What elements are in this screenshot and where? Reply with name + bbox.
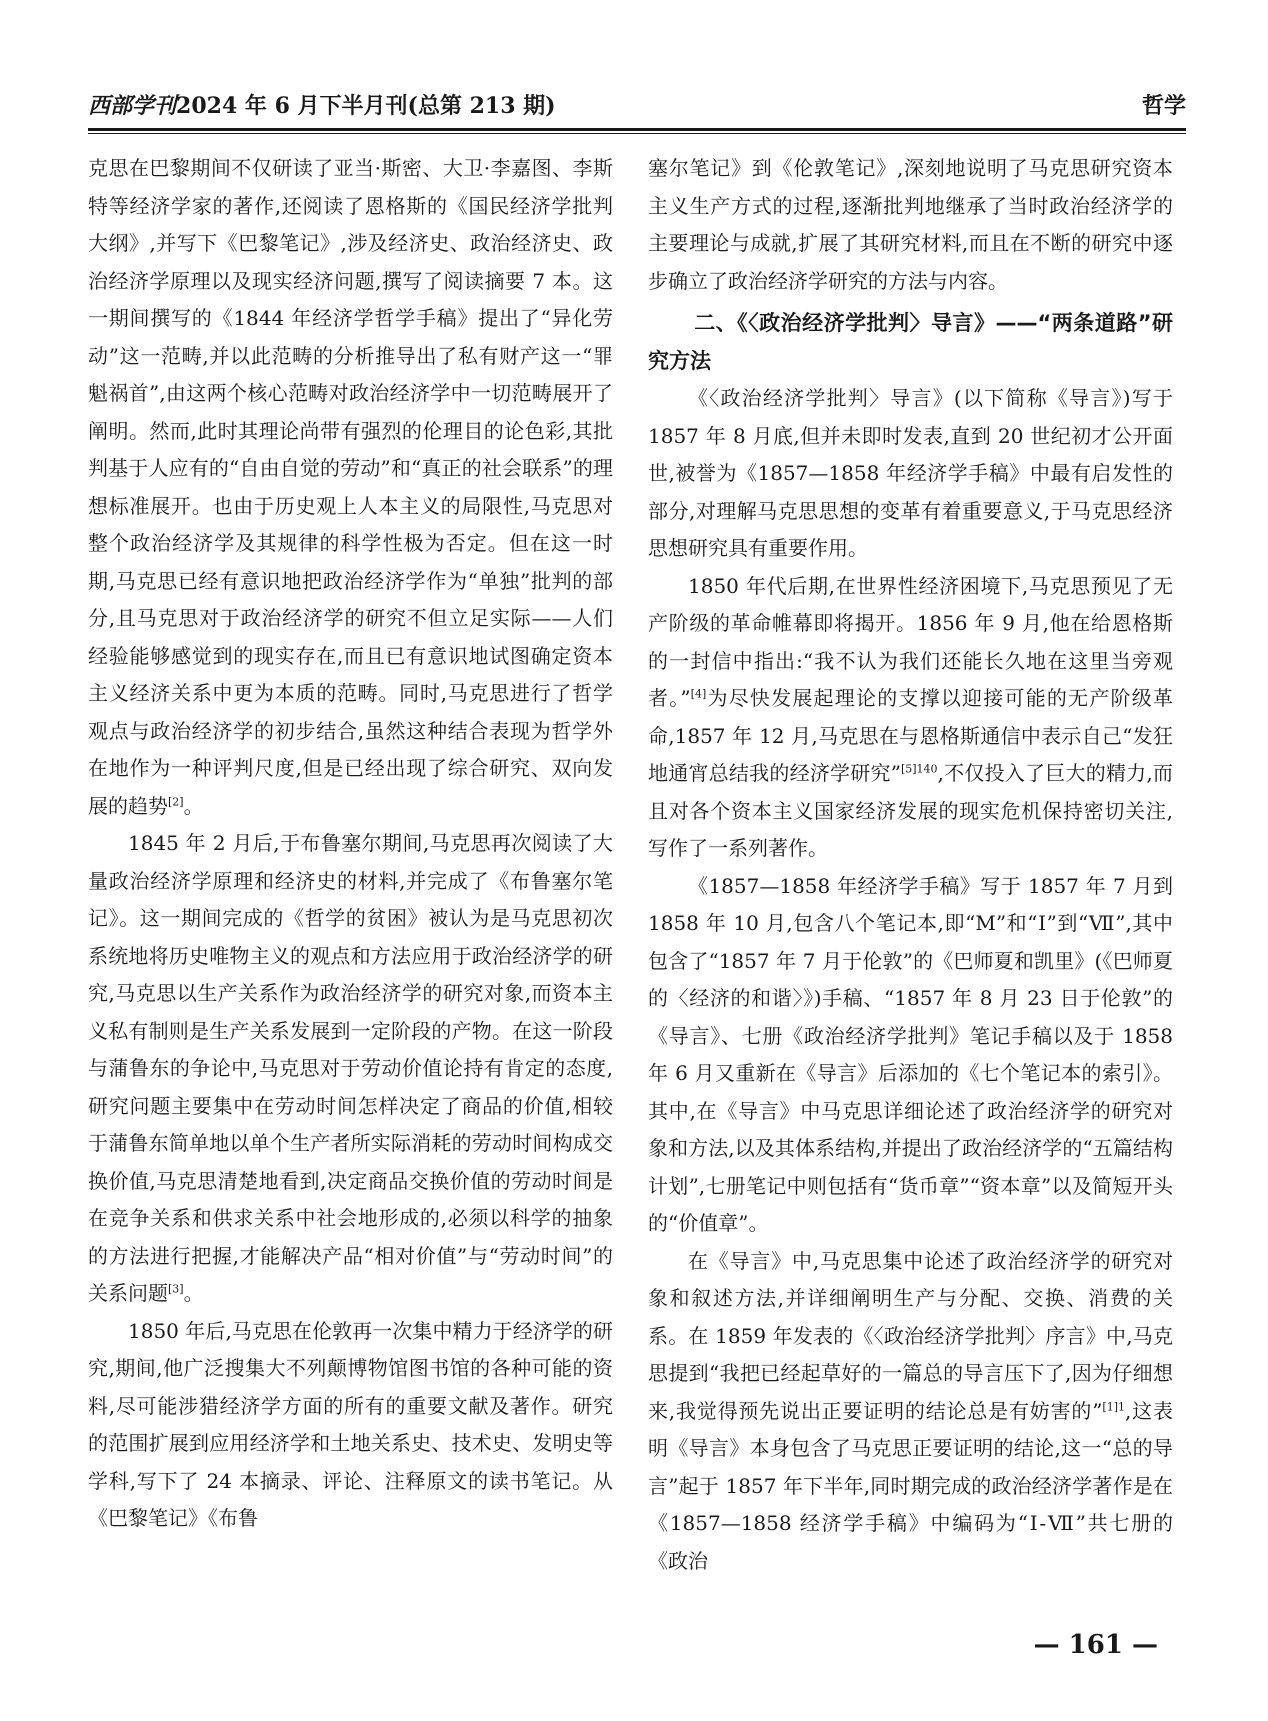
right-column	[648, 150, 1173, 1580]
left-column	[88, 150, 613, 1538]
paragraph	[648, 1243, 1173, 1581]
paragraph-text: 1845 年 2 月后,于布鲁塞尔期间,马克思再次阅读了大量政治经济学原理和经济史的材料,并完成了《布鲁塞尔笔记》。这一期间完成的《哲学的贫困》被认为是马克思初次系统地将历史唯物主义的观点和方法应用于政治经济学的研究,马克思以生产关系作为政治经济学的研究对象,而资本主义私有制则是生产关系发展到一定阶段的产物。在这一阶段与蒲鲁东的争论中,马克思对于劳动价值论持有肯定的态度,研究问题主要集中在劳动时间怎样决定了商品的价值,相较于蒲鲁东简单地以单个生产者所实际消耗的劳动时间构成交换价值,马克思清楚地看到,决定商品交换价值的劳动时间是在竞争关系和供求关系中社会地形成的,必须以科学的抽象的方法进行把握,才能解决产品“相对价值”与“劳动时间”的关系问题	[88, 831, 613, 1305]
paragraph: 《〈政治经济学批判〉导言》(以下简称《导言》)写于 1857 年 8 月底,但并未即时发表,直到 20 世纪初才公开面世,被誉为《1857—1858 年经济学手稿》中最有启发性的部分,对理解马克思思想的变革有着重要意义,于马克思经济思想研究具有重要作用。	[648, 386, 1173, 560]
citation: [5]140	[900, 762, 938, 776]
issue-info: 2024 年 6 月下半月刊(总第 213 期)	[176, 93, 556, 119]
running-header	[88, 86, 1186, 126]
paragraph-text: 克思在巴黎期间不仅研读了亚当·斯密、大卫·李嘉图、李斯特等经济学家的著作,还阅读了恩格斯的《国民经济学批判大纲》,并写下《巴黎笔记》,涉及经济史、政治经济史、政治经济学原理以及现实经济问题,撰写了阅读摘要 7 本。这一期间撰写的《1844 年经济学哲学手稿》提出了“异化劳动”这一范畴,并以此范畴的分析推导出了私有财产这一“罪魁祸首”,由这两个核心范畴对政治经济学中一切范畴展开了阐明。然而,此时其理论尚带有强烈的伦理目的论色彩,其批判基于人应有的“自由自觉的劳动”和“真正的社会联系”的理想标准展开。也由于历史观上人本主义的局限性,马克思对整个政治经济学及其规律的科学性极为否定。但在这一时期,马克思已经有意识地把政治经济学作为“单独”批判的部分,且马克思对于政治经济学的研究不但立足实际——人们经验能够感觉到的现实存在,而且已有意识地试图确定资本主义经济关系中更为本质的范畴。同时,马克思进行了哲学观点与政治经济学的初步结合,虽然这种结合表现为哲学外在地作为一种评判尺度,但是已经出现了综合研究、双向发展的趋势	[88, 156, 613, 818]
paragraph-text: 1850 年代后期,在世界性经济困境下,马克思预见了无产阶级的革命帷幕即将揭开。1856 年 9 月,他在给恩格斯的一封信中指出:“我不认为我们还能长久地在这里当旁观者。”	[648, 573, 1173, 710]
citation: [4]	[690, 687, 707, 701]
paragraph-end: 。	[183, 1281, 204, 1305]
paragraph-end: 。	[183, 793, 204, 818]
section-name: 哲学	[1141, 93, 1186, 119]
citation: [1]1	[1102, 1399, 1126, 1413]
section-heading: 二、《〈政治经济学批判〉导言》——“两条道路”研究方法	[648, 311, 1173, 373]
journal-name: 西部学刊	[88, 93, 177, 119]
paragraph: 塞尔笔记》到《伦敦笔记》,深刻地说明了马克思研究资本主义生产方式的过程,逐渐批判地继承了当时政治经济学的主要理论与成就,扩展了其研究材料,而且在不断的研究中逐步确立了政治经济学研究的方法与内容。	[648, 156, 1173, 293]
citation: [2]	[168, 794, 184, 808]
paragraph: 《1857—1858 年经济学手稿》写于 1857 年 7 月到 1858 年 10 月,包含八个笔记本,即“M”和“Ⅰ”到“Ⅶ”,其中包含了“1857 年 7 月于伦敦”的《巴师夏和凯里》(《巴师夏的〈经济的和谐〉》)手稿、“1857 年 8 月 23 日于伦敦”的《导言》、七册《政治经济学批判》笔记手稿以及于 1858 年 6 月又重新在《导言》后添加的《七个笔记本的索引》。其中,在《导言》中马克思详细论述了政治经济学的研究对象和方法,以及其体系结构,并提出了政治经济学的“五篇结构计划”,七册笔记中则包括有“货币章”“资本章”以及简短开头的“价值章”。	[648, 873, 1173, 1235]
citation: [3]	[168, 1282, 184, 1296]
header-rule	[88, 128, 1186, 131]
journal-issue	[88, 86, 556, 126]
paragraph-text: ,这表明《导言》本身包含了马克思正要证明的结论,这一“总的导言”起于 1857 年下半年,同时期完成的政治经济学著作是在《1857—1858 经济学手稿》中编码为“Ⅰ-Ⅶ”共七册的《政治	[648, 1398, 1173, 1573]
paragraph	[648, 568, 1173, 868]
paragraph-text: 在《导言》中,马克思集中论述了政治经济学的研究对象和叙述方法,并详细阐明生产与分配、交换、消费的关系。在 1859 年发表的《〈政治经济学批判〉序言》中,马克思提到“我把已经起草好的一篇总的导言压下了,因为仔细想来,我觉得预先说出正要证明的结论总是有妨害的”	[648, 1248, 1173, 1423]
paragraph: 1850 年后,马克思在伦敦再一次集中精力于经济学的研究,期间,他广泛搜集大不列颠博物馆图书馆的各种可能的资料,尽可能涉猎经济学方面的所有的重要文献及著作。研究的范围扩展到应用经济学和土地关系史、技术史、发明史等学科,写下了 24 本摘录、评论、注释原文的读书笔记。从《巴黎笔记》《布鲁	[88, 1318, 613, 1530]
paragraph	[88, 825, 613, 1313]
paragraph	[88, 150, 613, 825]
header-rule-thin	[88, 133, 1186, 134]
page-number: — 161 —	[1033, 1630, 1158, 1660]
paragraph-text: ,不仅投入了巨大的精力,而且对各个资本主义国家经济发展的现实危机保持密切关注,写作了一系列著作。	[648, 761, 1173, 860]
paragraph-text: 为尽快发展起理论的支撑以迎接可能的无产阶级革命,1857 年 12 月,马克思在与恩格斯通信中表示自己“发狂地通宵总结我的经济学研究”	[648, 686, 1173, 785]
